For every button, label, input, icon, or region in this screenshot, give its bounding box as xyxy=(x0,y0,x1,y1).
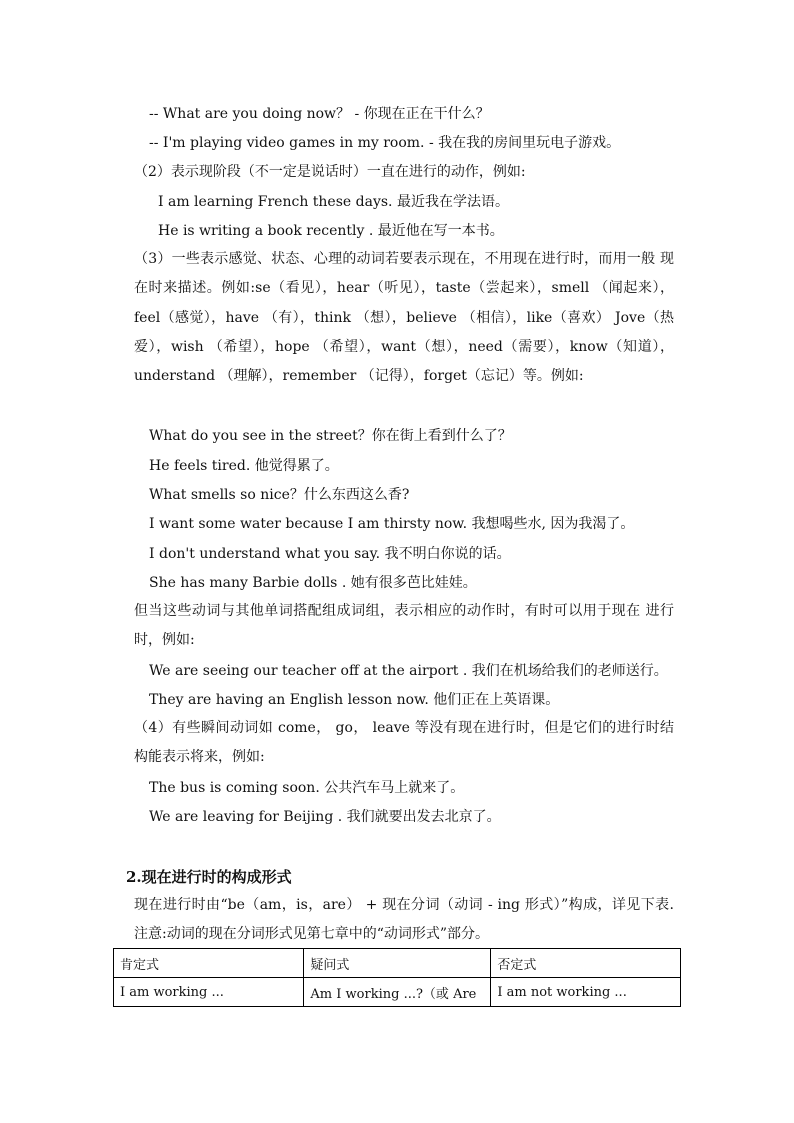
example-see-street: What do you see in the street？你在街上看到什么了？ xyxy=(149,428,512,444)
example-dont-understand: I don't understand what you say. 我不明白你说的话。 xyxy=(149,546,511,562)
example-writing-book: He is writing a book recently . 最近他在写一本书。 xyxy=(158,223,504,239)
example-barbie-dolls: She has many Barbie dolls . 她有很多芭比娃娃。 xyxy=(149,575,477,591)
form-paragraph: 现在进行时由“be（am，is，are） + 现在分词（动词 - ing 形式）”构成，详见下表. 注意:动词的现在分词形式见第七章中的“动词形式”部分。 xyxy=(134,897,674,943)
dialog-line-2: -- I'm playing video games in my room. - 我在我的房间里玩电子游戏。 xyxy=(149,135,621,151)
subpoint-3-paragraph: （3）一些表示感觉、状态、心理的动词若要表示现在，不用现在进行时，而用一般 现在时来描述。例如:se（看见），hear（听见），taste（尝起来），smell （闻起来），feel（感觉），have （有），think （想），believe （相信），like（喜欢） Jove（热爱），wish （希望），hope （希望），want（想），need（需要），know（知道），understand （理解），remember （记得），forget（忘记）等。例如: xyxy=(134,251,674,385)
dialog-line-1: -- What are you doing now？ - 你现在正在干什么？ xyxy=(149,106,490,122)
header-negative: 否定式 xyxy=(491,949,681,978)
example-learning-french: I am learning French these days. 最近我在学法语。 xyxy=(158,194,509,210)
example-bus-coming: The bus is coming soon. 公共汽车马上就来了。 xyxy=(149,780,465,796)
example-feels-tired: He feels tired. 他觉得累了。 xyxy=(149,458,339,474)
header-affirmative: 肯定式 xyxy=(114,949,304,978)
table-row xyxy=(114,978,681,1007)
table-header-row xyxy=(114,949,681,978)
example-want-water: I want some water because I am thirsty now. 我想喝些水, 因为我渴了。 xyxy=(149,516,635,532)
subpoint-4-paragraph: （4）有些瞬间动词如 come， go， leave 等没有现在进行时，但是它们的进行时结 构能表示将来，例如: xyxy=(134,720,674,766)
section-2-heading: 2.现在进行时的构成形式 xyxy=(126,868,292,886)
cell-affirmative: I am working ... xyxy=(114,978,304,1007)
example-seeing-off: We are seeing our teacher off at the airport . 我们在机场给我们的老师送行。 xyxy=(149,663,668,679)
exception-paragraph: 但当这些动词与其他单词搭配组成词组，表示相应的动作时，有时可以用于现在 进行时，例如: xyxy=(134,603,674,649)
example-smells-nice: What smells so nice？什么东西这么香? xyxy=(149,487,410,503)
cell-negative: I am not working ... xyxy=(491,978,681,1007)
cell-interrogative: Am I working ...?（或 Are xyxy=(304,978,491,1007)
form-table xyxy=(113,948,681,1007)
example-leaving-beijing: We are leaving for Beijing . 我们就要出发去北京了。 xyxy=(149,809,501,825)
header-interrogative: 疑问式 xyxy=(304,949,491,978)
example-having-lesson: They are having an English lesson now. 他们正在上英语课。 xyxy=(149,692,560,708)
subpoint-2: （2）表示现阶段（不一定是说话时）一直在进行的动作，例如: xyxy=(134,164,526,180)
